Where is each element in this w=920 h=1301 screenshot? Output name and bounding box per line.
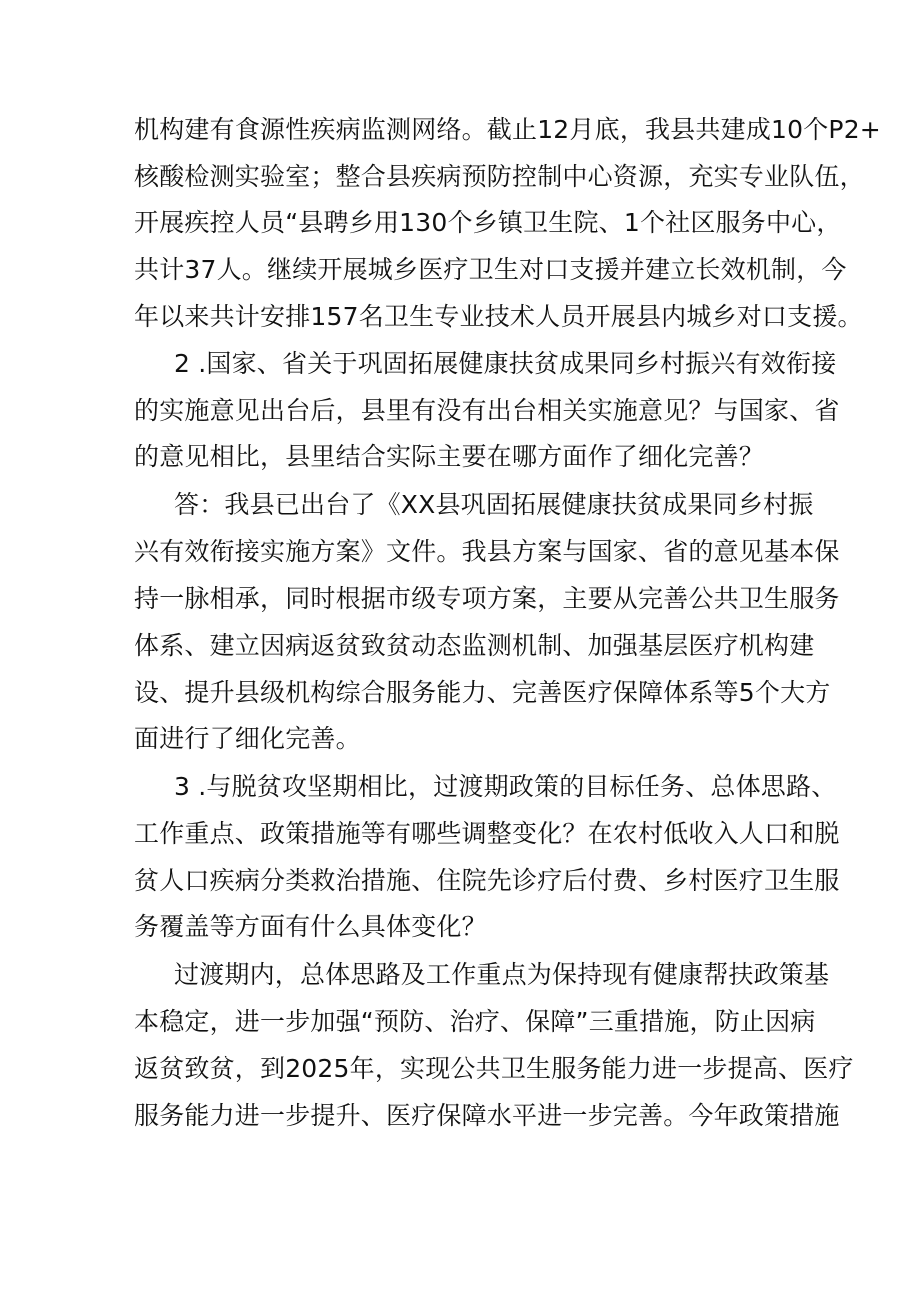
paragraph-line: 贫人口疾病分类救治措施、住院先诊疗后付费、乡村医疗卫生服	[134, 866, 840, 895]
paragraph-line: 共计37人。继续开展城乡医疗卫生对口支援并建立长效机制，今	[134, 255, 847, 284]
paragraph-line: 服务能力进一步提升、医疗保障水平进一步完善。今年政策措施	[134, 1101, 840, 1130]
paragraph-line: 兴有效衔接实施方案》文件。我县方案与国家、省的意见基本保	[134, 537, 840, 566]
paragraph-line: 机构建有食源性疾病监测网络。截止12月底，我县共建成10个P2+	[134, 115, 881, 144]
paragraph-line: 返贫致贫，到2025年，实现公共卫生服务能力进一步提高、医疗	[134, 1054, 854, 1083]
paragraph-line: 的实施意见出台后，县里有没有出台相关实施意见？与国家、省	[134, 396, 840, 425]
paragraph-line: 设、提升县级机构综合服务能力、完善医疗保障体系等5个大方	[134, 678, 831, 707]
answer-start: 答：我县已出台了《XX县巩固拓展健康扶贫成果同乡村振	[174, 490, 814, 519]
paragraph-line: 面进行了细化完善。	[134, 724, 361, 753]
paragraph-line: 开展疾控人员“县聘乡用130个乡镇卫生院、1个社区服务中心，	[134, 208, 842, 237]
question-heading-3: 3 .与脱贫攻坚期相比，过渡期政策的目标任务、总体思路、	[174, 772, 837, 801]
paragraph-line: 持一脉相承，同时根据市级专项方案，主要从完善公共卫生服务	[134, 584, 840, 613]
answer-start: 过渡期内，总体思路及工作重点为保持现有健康帮扶政策基	[174, 960, 830, 989]
paragraph-line: 核酸检测实验室；整合县疾病预防控制中心资源，充实专业队伍，	[134, 162, 865, 191]
question-heading-2: 2 .国家、省关于巩固拓展健康扶贫成果同乡村振兴有效衔接	[174, 349, 837, 378]
paragraph-line: 年以来共计安排157名卫生专业技术人员开展县内城乡对口支援。	[134, 302, 863, 331]
paragraph-line: 体系、建立因病返贫致贫动态监测机制、加强基层医疗机构建	[134, 631, 815, 660]
paragraph-line: 务覆盖等方面有什么具体变化？	[134, 912, 487, 941]
paragraph-line: 本稳定，进一步加强“预防、治疗、保障”三重措施，防止因病	[134, 1007, 816, 1036]
paragraph-line: 的意见相比，县里结合实际主要在哪方面作了细化完善？	[134, 442, 765, 471]
paragraph-line: 工作重点、政策措施等有哪些调整变化？在农村低收入人口和脱	[134, 819, 840, 848]
